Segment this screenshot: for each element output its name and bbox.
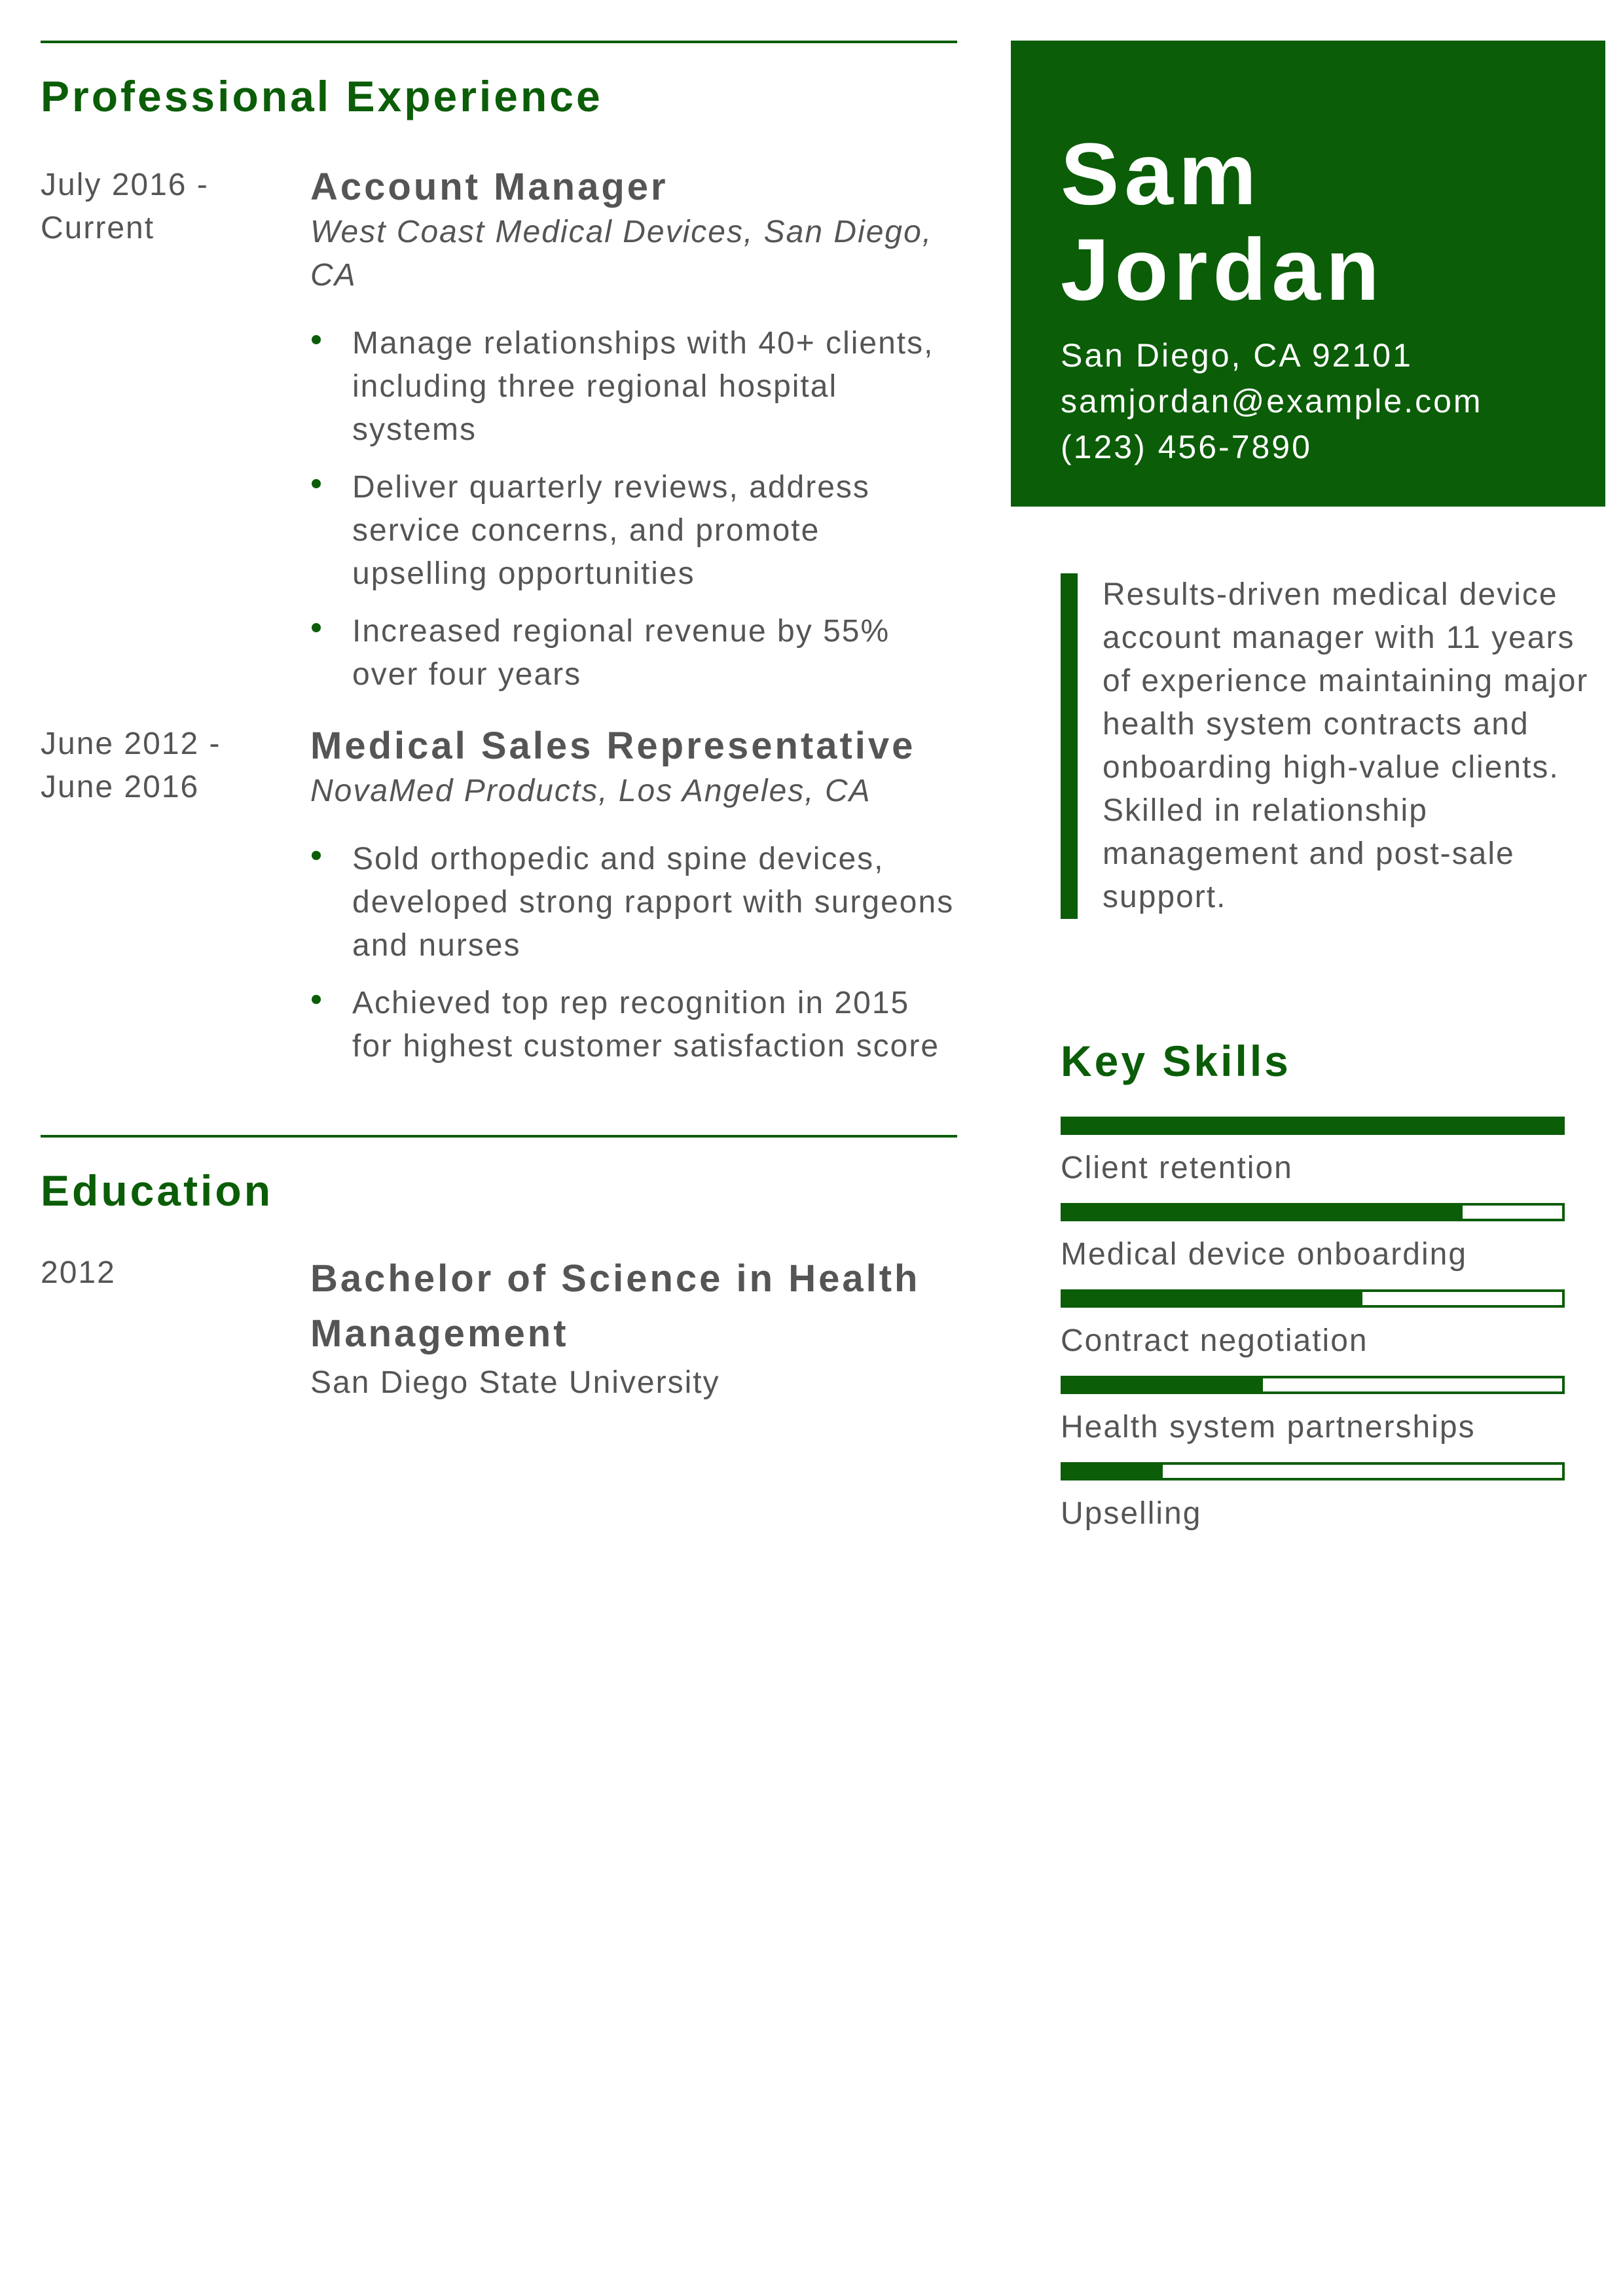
skill-level-bar [1061,1117,1565,1135]
job-dates [41,164,263,250]
job-dates-start: July 2016 - [41,168,209,202]
skill-item [1061,1289,1565,1363]
contact-email[interactable]: samjordan@example.com [1061,383,1483,420]
education-entry [41,1251,957,1405]
job-body [310,164,957,696]
skill-item [1061,1376,1565,1449]
job-bullet [310,466,957,596]
skill-level-fill [1063,1292,1362,1305]
job-bullet-text: Manage relationships with 40+ clients, including three regional hospital systems [352,326,934,447]
education-degree: Bachelor of Science in Health Management [310,1257,921,1355]
experience-divider [41,41,957,43]
job-dates [41,723,263,809]
education-section-title: Education [41,1166,274,1215]
skill-level-fill [1063,1378,1263,1391]
job-bullet [310,610,957,696]
skill-level-fill [1063,1465,1163,1478]
job-entry [41,723,957,1068]
job-bullets [310,838,957,1068]
job-bullet-text: Sold orthopedic and spine devices, developed strong rapport with surgeons and nurses [352,842,955,963]
contact-phone[interactable]: (123) 456-7890 [1061,429,1312,465]
skill-label: Medical device onboarding [1061,1237,1468,1272]
bullet-dot-icon [312,851,321,860]
job-entry [41,164,957,696]
contact-location: San Diego, CA 92101 [1061,337,1413,374]
job-dates-start: June 2012 - [41,726,221,761]
education-school: San Diego State University [310,1365,720,1400]
job-bullet-text: Deliver quarterly reviews, address service concerns, and promote upselling opportunities [352,470,870,591]
experience-section-title: Professional Experience [41,72,603,120]
skill-level-fill [1063,1119,1562,1132]
job-bullet [310,838,957,967]
education-year: 2012 [41,1255,116,1290]
bullet-dot-icon [312,479,321,488]
education-body [310,1251,957,1405]
job-body [310,723,957,1068]
candidate-name [1061,127,1385,318]
bullet-dot-icon [312,623,321,632]
candidate-first-name: Sam [1061,126,1262,223]
skill-item [1061,1462,1565,1535]
job-dates-end: Current [41,211,155,245]
name-header-box [1011,41,1605,507]
skill-label: Upselling [1061,1496,1202,1531]
skill-level-bar [1061,1289,1565,1308]
job-bullets [310,322,957,696]
skill-item [1061,1203,1565,1276]
job-title: Medical Sales Representative [310,725,916,767]
skill-level-fill [1063,1206,1463,1219]
job-title: Account Manager [310,166,668,208]
job-bullet-text: Achieved top rep recognition in 2015 for highest customer satisfaction score [352,986,940,1064]
contact-info [1061,332,1483,470]
skill-label: Client retention [1061,1151,1293,1185]
job-dates-end: June 2016 [41,770,200,804]
skills-section-title: Key Skills [1061,1037,1291,1085]
skill-label: Contract negotiation [1061,1323,1368,1358]
skill-label: Health system partnerships [1061,1410,1476,1444]
job-company: West Coast Medical Devices, San Diego, CA [310,215,933,293]
skill-level-bar [1061,1462,1565,1480]
key-skills-section [1061,1039,1565,1549]
job-bullet-text: Increased regional revenue by 55% over four years [352,614,890,692]
bullet-dot-icon [312,995,321,1004]
candidate-last-name: Jordan [1061,221,1385,319]
skill-item [1061,1117,1565,1190]
skill-level-bar [1061,1376,1565,1394]
skill-level-bar [1061,1203,1565,1221]
education-divider [41,1135,957,1138]
professional-summary: Results-driven medical device account manager with 11 years of experience maintaining major health system contracts and onboarding high-value clients. Skilled in relationship management and post-sale support. [1061,573,1597,919]
job-company: NovaMed Products, Los Angeles, CA [310,774,871,808]
bullet-dot-icon [312,335,321,344]
job-bullet [310,322,957,452]
job-bullet [310,982,957,1068]
left-column [41,41,957,1405]
